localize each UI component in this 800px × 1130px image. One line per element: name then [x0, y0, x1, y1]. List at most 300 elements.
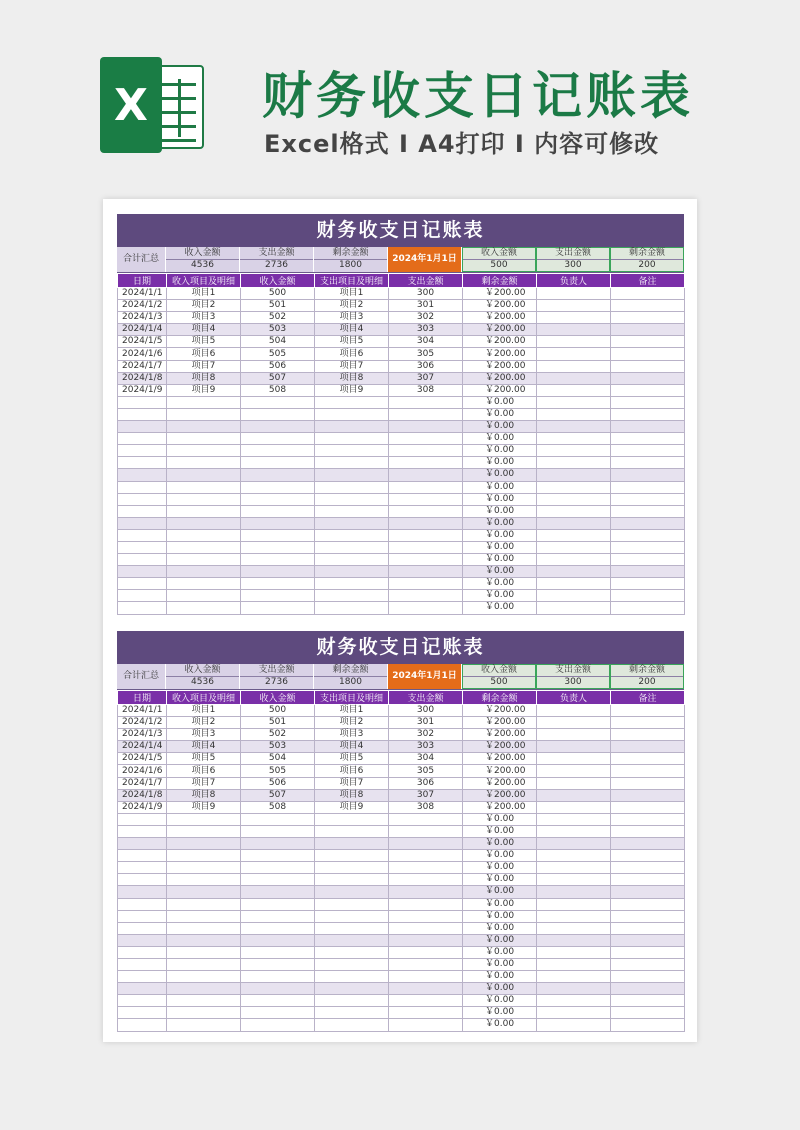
table-cell[interactable] [167, 396, 241, 408]
table-cell[interactable] [241, 995, 315, 1007]
table-cell[interactable]: 项目8 [167, 789, 241, 801]
table-cell[interactable]: ￥200.00 [463, 324, 537, 336]
table-cell[interactable] [537, 493, 611, 505]
summary-income-value[interactable]: 4536 [166, 259, 239, 271]
table-cell[interactable]: 500 [241, 288, 315, 300]
table-cell[interactable] [537, 517, 611, 529]
table-cell[interactable] [167, 862, 241, 874]
table-cell[interactable]: ￥0.00 [463, 554, 537, 566]
table-cell[interactable]: 505 [241, 348, 315, 360]
table-cell[interactable]: 2024/1/7 [118, 777, 167, 789]
table-cell[interactable] [389, 590, 463, 602]
table-cell[interactable] [241, 958, 315, 970]
table-cell[interactable] [537, 288, 611, 300]
table-cell[interactable] [389, 493, 463, 505]
table-cell[interactable]: 项目5 [167, 336, 241, 348]
table-cell[interactable] [611, 384, 685, 396]
table-cell[interactable] [315, 578, 389, 590]
table-cell[interactable] [611, 433, 685, 445]
table-cell[interactable] [537, 396, 611, 408]
table-cell[interactable]: 301 [389, 300, 463, 312]
table-cell[interactable]: ￥0.00 [463, 825, 537, 837]
table-cell[interactable] [537, 421, 611, 433]
table-cell[interactable] [241, 541, 315, 553]
table-cell[interactable] [167, 529, 241, 541]
table-cell[interactable] [611, 958, 685, 970]
table-cell[interactable] [241, 946, 315, 958]
table-cell[interactable] [389, 481, 463, 493]
table-cell[interactable] [315, 946, 389, 958]
table-cell[interactable] [537, 898, 611, 910]
table-cell[interactable]: 项目8 [167, 372, 241, 384]
table-cell[interactable] [167, 602, 241, 614]
table-cell[interactable] [315, 421, 389, 433]
table-cell[interactable]: ￥0.00 [463, 421, 537, 433]
table-cell[interactable] [118, 541, 167, 553]
summary-balance-value[interactable]: 1800 [314, 676, 387, 688]
table-cell[interactable] [611, 590, 685, 602]
table-cell[interactable] [118, 1007, 167, 1019]
table-cell[interactable] [611, 934, 685, 946]
table-cell[interactable]: ￥0.00 [463, 445, 537, 457]
table-cell[interactable]: 302 [389, 729, 463, 741]
table-cell[interactable] [389, 457, 463, 469]
table-cell[interactable] [611, 729, 685, 741]
table-cell[interactable] [118, 517, 167, 529]
table-cell[interactable] [611, 602, 685, 614]
table-cell[interactable]: ￥0.00 [463, 578, 537, 590]
table-cell[interactable]: ￥0.00 [463, 958, 537, 970]
table-cell[interactable]: ￥200.00 [463, 741, 537, 753]
table-cell[interactable]: 304 [389, 753, 463, 765]
summary-balance-value[interactable]: 1800 [314, 259, 387, 271]
table-cell[interactable] [611, 288, 685, 300]
table-cell[interactable] [315, 898, 389, 910]
table-cell[interactable] [167, 469, 241, 481]
table-cell[interactable] [241, 493, 315, 505]
table-cell[interactable] [167, 445, 241, 457]
table-cell[interactable]: ￥0.00 [463, 934, 537, 946]
table-cell[interactable] [611, 874, 685, 886]
table-cell[interactable] [389, 910, 463, 922]
table-cell[interactable] [389, 554, 463, 566]
table-cell[interactable] [241, 517, 315, 529]
table-cell[interactable] [537, 469, 611, 481]
table-cell[interactable] [389, 898, 463, 910]
table-cell[interactable]: 项目9 [315, 384, 389, 396]
table-cell[interactable] [611, 898, 685, 910]
table-cell[interactable]: ￥0.00 [463, 541, 537, 553]
table-cell[interactable]: 2024/1/2 [118, 300, 167, 312]
table-cell[interactable] [611, 336, 685, 348]
table-cell[interactable] [167, 825, 241, 837]
table-cell[interactable] [167, 958, 241, 970]
table-cell[interactable] [167, 850, 241, 862]
table-cell[interactable]: 项目9 [167, 384, 241, 396]
table-cell[interactable] [167, 934, 241, 946]
table-cell[interactable] [611, 801, 685, 813]
table-cell[interactable] [537, 862, 611, 874]
table-cell[interactable]: ￥0.00 [463, 946, 537, 958]
table-cell[interactable]: ￥0.00 [463, 602, 537, 614]
table-cell[interactable]: 507 [241, 789, 315, 801]
table-cell[interactable] [315, 554, 389, 566]
table-cell[interactable]: 项目2 [315, 300, 389, 312]
table-cell[interactable]: ￥0.00 [463, 813, 537, 825]
table-cell[interactable]: 2024/1/5 [118, 753, 167, 765]
table-cell[interactable] [167, 408, 241, 420]
table-cell[interactable]: 2024/1/3 [118, 729, 167, 741]
table-cell[interactable] [537, 312, 611, 324]
table-cell[interactable] [611, 741, 685, 753]
table-cell[interactable]: 项目9 [315, 801, 389, 813]
table-cell[interactable] [167, 1007, 241, 1019]
table-cell[interactable] [315, 886, 389, 898]
table-cell[interactable] [167, 838, 241, 850]
table-cell[interactable] [167, 1019, 241, 1031]
table-cell[interactable] [389, 886, 463, 898]
table-cell[interactable]: 2024/1/3 [118, 312, 167, 324]
table-cell[interactable]: ￥0.00 [463, 983, 537, 995]
table-cell[interactable] [315, 922, 389, 934]
table-cell[interactable] [389, 566, 463, 578]
table-cell[interactable] [537, 336, 611, 348]
table-cell[interactable]: ￥200.00 [463, 717, 537, 729]
table-cell[interactable] [118, 469, 167, 481]
table-cell[interactable] [315, 505, 389, 517]
table-cell[interactable] [241, 469, 315, 481]
table-cell[interactable]: ￥200.00 [463, 312, 537, 324]
table-cell[interactable]: 项目5 [315, 753, 389, 765]
table-cell[interactable] [167, 421, 241, 433]
table-cell[interactable]: ￥0.00 [463, 995, 537, 1007]
table-cell[interactable] [537, 384, 611, 396]
table-cell[interactable] [537, 850, 611, 862]
table-cell[interactable] [537, 457, 611, 469]
table-cell[interactable] [167, 995, 241, 1007]
table-cell[interactable] [537, 554, 611, 566]
table-cell[interactable] [537, 529, 611, 541]
summary-expense-value[interactable]: 2736 [240, 676, 313, 688]
table-cell[interactable] [315, 1007, 389, 1019]
table-cell[interactable] [389, 529, 463, 541]
table-cell[interactable] [537, 741, 611, 753]
table-cell[interactable] [241, 1019, 315, 1031]
table-cell[interactable]: 项目7 [167, 777, 241, 789]
table-cell[interactable] [611, 717, 685, 729]
table-cell[interactable] [118, 971, 167, 983]
table-cell[interactable] [389, 396, 463, 408]
table-cell[interactable]: ￥200.00 [463, 300, 537, 312]
table-cell[interactable]: 306 [389, 777, 463, 789]
table-cell[interactable]: 508 [241, 801, 315, 813]
table-cell[interactable]: 300 [389, 288, 463, 300]
table-cell[interactable]: 项目2 [315, 717, 389, 729]
table-cell[interactable] [389, 1019, 463, 1031]
table-cell[interactable]: 项目7 [167, 360, 241, 372]
table-cell[interactable] [315, 971, 389, 983]
table-cell[interactable] [537, 590, 611, 602]
table-cell[interactable]: 2024/1/8 [118, 789, 167, 801]
summary-expense-value[interactable]: 2736 [240, 259, 313, 271]
table-cell[interactable] [611, 493, 685, 505]
table-cell[interactable] [241, 602, 315, 614]
table-cell[interactable] [389, 421, 463, 433]
table-cell[interactable]: ￥0.00 [463, 922, 537, 934]
table-cell[interactable]: 503 [241, 741, 315, 753]
table-cell[interactable] [389, 813, 463, 825]
table-cell[interactable] [167, 493, 241, 505]
table-cell[interactable] [611, 566, 685, 578]
table-cell[interactable] [118, 983, 167, 995]
table-cell[interactable] [537, 789, 611, 801]
table-cell[interactable]: ￥200.00 [463, 789, 537, 801]
table-cell[interactable] [537, 578, 611, 590]
table-cell[interactable] [537, 946, 611, 958]
table-cell[interactable] [118, 493, 167, 505]
table-cell[interactable] [315, 825, 389, 837]
table-cell[interactable] [118, 922, 167, 934]
table-cell[interactable] [315, 493, 389, 505]
table-cell[interactable] [241, 813, 315, 825]
table-cell[interactable] [611, 300, 685, 312]
table-cell[interactable] [315, 983, 389, 995]
table-cell[interactable] [118, 862, 167, 874]
table-cell[interactable]: ￥200.00 [463, 384, 537, 396]
table-cell[interactable] [537, 729, 611, 741]
table-cell[interactable] [167, 983, 241, 995]
table-cell[interactable] [241, 457, 315, 469]
table-cell[interactable]: ￥0.00 [463, 862, 537, 874]
table-cell[interactable] [611, 324, 685, 336]
table-cell[interactable]: 503 [241, 324, 315, 336]
table-cell[interactable]: 507 [241, 372, 315, 384]
table-cell[interactable]: 2024/1/9 [118, 801, 167, 813]
table-cell[interactable] [537, 813, 611, 825]
table-cell[interactable] [315, 862, 389, 874]
table-cell[interactable] [611, 995, 685, 1007]
table-cell[interactable]: 305 [389, 348, 463, 360]
table-cell[interactable] [537, 445, 611, 457]
table-cell[interactable] [611, 517, 685, 529]
table-cell[interactable] [118, 421, 167, 433]
day-expense-value[interactable]: 300 [537, 259, 609, 271]
table-cell[interactable] [389, 541, 463, 553]
table-cell[interactable] [118, 554, 167, 566]
table-cell[interactable] [611, 541, 685, 553]
table-cell[interactable] [611, 469, 685, 481]
table-cell[interactable] [315, 481, 389, 493]
table-cell[interactable] [611, 554, 685, 566]
table-cell[interactable] [611, 813, 685, 825]
table-cell[interactable]: ￥200.00 [463, 765, 537, 777]
table-cell[interactable] [611, 910, 685, 922]
table-cell[interactable] [389, 602, 463, 614]
table-cell[interactable] [537, 481, 611, 493]
table-cell[interactable] [241, 862, 315, 874]
table-cell[interactable] [241, 529, 315, 541]
table-cell[interactable]: 项目6 [167, 765, 241, 777]
table-cell[interactable]: 2024/1/8 [118, 372, 167, 384]
table-cell[interactable]: ￥0.00 [463, 529, 537, 541]
table-cell[interactable]: 项目2 [167, 717, 241, 729]
table-cell[interactable] [241, 421, 315, 433]
table-cell[interactable]: 501 [241, 717, 315, 729]
table-cell[interactable] [315, 396, 389, 408]
table-cell[interactable]: 项目5 [167, 753, 241, 765]
table-cell[interactable] [537, 886, 611, 898]
table-cell[interactable] [611, 481, 685, 493]
table-cell[interactable]: 项目3 [315, 729, 389, 741]
table-cell[interactable]: 300 [389, 705, 463, 717]
table-cell[interactable] [241, 983, 315, 995]
table-cell[interactable]: ￥200.00 [463, 753, 537, 765]
table-cell[interactable]: ￥0.00 [463, 1007, 537, 1019]
table-cell[interactable] [241, 1007, 315, 1019]
table-cell[interactable] [118, 408, 167, 420]
table-cell[interactable] [167, 554, 241, 566]
table-cell[interactable] [118, 481, 167, 493]
table-cell[interactable] [315, 433, 389, 445]
table-cell[interactable] [167, 517, 241, 529]
table-cell[interactable] [537, 602, 611, 614]
table-cell[interactable] [537, 777, 611, 789]
table-cell[interactable] [241, 850, 315, 862]
table-cell[interactable]: ￥0.00 [463, 433, 537, 445]
table-cell[interactable] [537, 1019, 611, 1031]
table-cell[interactable] [611, 421, 685, 433]
table-cell[interactable]: 505 [241, 765, 315, 777]
table-cell[interactable]: 2024/1/4 [118, 324, 167, 336]
table-cell[interactable] [167, 946, 241, 958]
table-cell[interactable] [389, 408, 463, 420]
table-cell[interactable]: ￥0.00 [463, 910, 537, 922]
table-cell[interactable] [118, 946, 167, 958]
table-cell[interactable] [118, 445, 167, 457]
table-cell[interactable]: 项目7 [315, 777, 389, 789]
table-cell[interactable]: 项目6 [315, 765, 389, 777]
table-cell[interactable] [315, 566, 389, 578]
table-cell[interactable] [537, 717, 611, 729]
table-cell[interactable]: ￥0.00 [463, 898, 537, 910]
table-cell[interactable]: ￥0.00 [463, 874, 537, 886]
table-cell[interactable] [315, 517, 389, 529]
table-cell[interactable] [118, 433, 167, 445]
table-cell[interactable]: 2024/1/4 [118, 741, 167, 753]
table-cell[interactable] [611, 862, 685, 874]
table-cell[interactable]: 303 [389, 741, 463, 753]
table-cell[interactable] [315, 874, 389, 886]
table-cell[interactable]: 301 [389, 717, 463, 729]
table-cell[interactable] [537, 874, 611, 886]
table-cell[interactable] [611, 312, 685, 324]
table-cell[interactable] [611, 850, 685, 862]
table-cell[interactable] [241, 886, 315, 898]
table-cell[interactable] [537, 765, 611, 777]
table-cell[interactable] [537, 372, 611, 384]
table-cell[interactable]: 项目1 [167, 705, 241, 717]
table-cell[interactable]: 500 [241, 705, 315, 717]
table-cell[interactable] [118, 886, 167, 898]
table-cell[interactable] [611, 408, 685, 420]
table-cell[interactable] [241, 408, 315, 420]
table-cell[interactable] [537, 541, 611, 553]
table-cell[interactable] [537, 910, 611, 922]
table-cell[interactable]: ￥0.00 [463, 505, 537, 517]
table-cell[interactable] [389, 958, 463, 970]
table-cell[interactable] [167, 590, 241, 602]
table-cell[interactable] [537, 300, 611, 312]
table-cell[interactable] [315, 1019, 389, 1031]
table-cell[interactable]: 项目1 [167, 288, 241, 300]
table-cell[interactable]: ￥0.00 [463, 493, 537, 505]
table-cell[interactable]: ￥200.00 [463, 348, 537, 360]
table-cell[interactable]: 项目3 [167, 312, 241, 324]
table-cell[interactable] [315, 408, 389, 420]
table-cell[interactable]: 306 [389, 360, 463, 372]
table-cell[interactable] [537, 1007, 611, 1019]
table-cell[interactable]: ￥200.00 [463, 336, 537, 348]
table-cell[interactable] [118, 838, 167, 850]
table-cell[interactable] [389, 433, 463, 445]
table-cell[interactable]: ￥0.00 [463, 481, 537, 493]
table-cell[interactable] [315, 850, 389, 862]
table-cell[interactable]: 项目5 [315, 336, 389, 348]
table-cell[interactable] [389, 505, 463, 517]
table-cell[interactable]: ￥0.00 [463, 886, 537, 898]
table-cell[interactable]: ￥0.00 [463, 1019, 537, 1031]
table-cell[interactable] [167, 910, 241, 922]
table-cell[interactable]: 506 [241, 360, 315, 372]
table-cell[interactable] [611, 1007, 685, 1019]
table-cell[interactable] [537, 753, 611, 765]
table-cell[interactable]: 2024/1/1 [118, 705, 167, 717]
table-cell[interactable]: ￥0.00 [463, 850, 537, 862]
table-cell[interactable] [241, 910, 315, 922]
table-cell[interactable] [611, 886, 685, 898]
table-cell[interactable] [389, 850, 463, 862]
table-cell[interactable]: 2024/1/7 [118, 360, 167, 372]
table-cell[interactable] [389, 995, 463, 1007]
table-cell[interactable]: 2024/1/2 [118, 717, 167, 729]
table-cell[interactable] [167, 481, 241, 493]
table-cell[interactable]: 项目8 [315, 789, 389, 801]
table-cell[interactable] [167, 886, 241, 898]
table-cell[interactable]: 501 [241, 300, 315, 312]
table-cell[interactable] [611, 777, 685, 789]
table-cell[interactable]: ￥200.00 [463, 801, 537, 813]
table-cell[interactable] [389, 922, 463, 934]
table-cell[interactable] [611, 946, 685, 958]
table-cell[interactable] [537, 705, 611, 717]
table-cell[interactable] [241, 934, 315, 946]
table-cell[interactable]: 2024/1/6 [118, 348, 167, 360]
table-cell[interactable] [118, 825, 167, 837]
table-cell[interactable]: ￥0.00 [463, 469, 537, 481]
table-cell[interactable]: 项目1 [315, 705, 389, 717]
table-cell[interactable] [611, 825, 685, 837]
table-cell[interactable] [118, 590, 167, 602]
table-cell[interactable]: 项目7 [315, 360, 389, 372]
table-cell[interactable] [167, 922, 241, 934]
table-cell[interactable] [537, 838, 611, 850]
table-cell[interactable] [167, 433, 241, 445]
table-cell[interactable]: 项目8 [315, 372, 389, 384]
table-cell[interactable]: ￥200.00 [463, 705, 537, 717]
table-cell[interactable] [315, 934, 389, 946]
table-cell[interactable]: 项目2 [167, 300, 241, 312]
table-cell[interactable]: ￥0.00 [463, 408, 537, 420]
